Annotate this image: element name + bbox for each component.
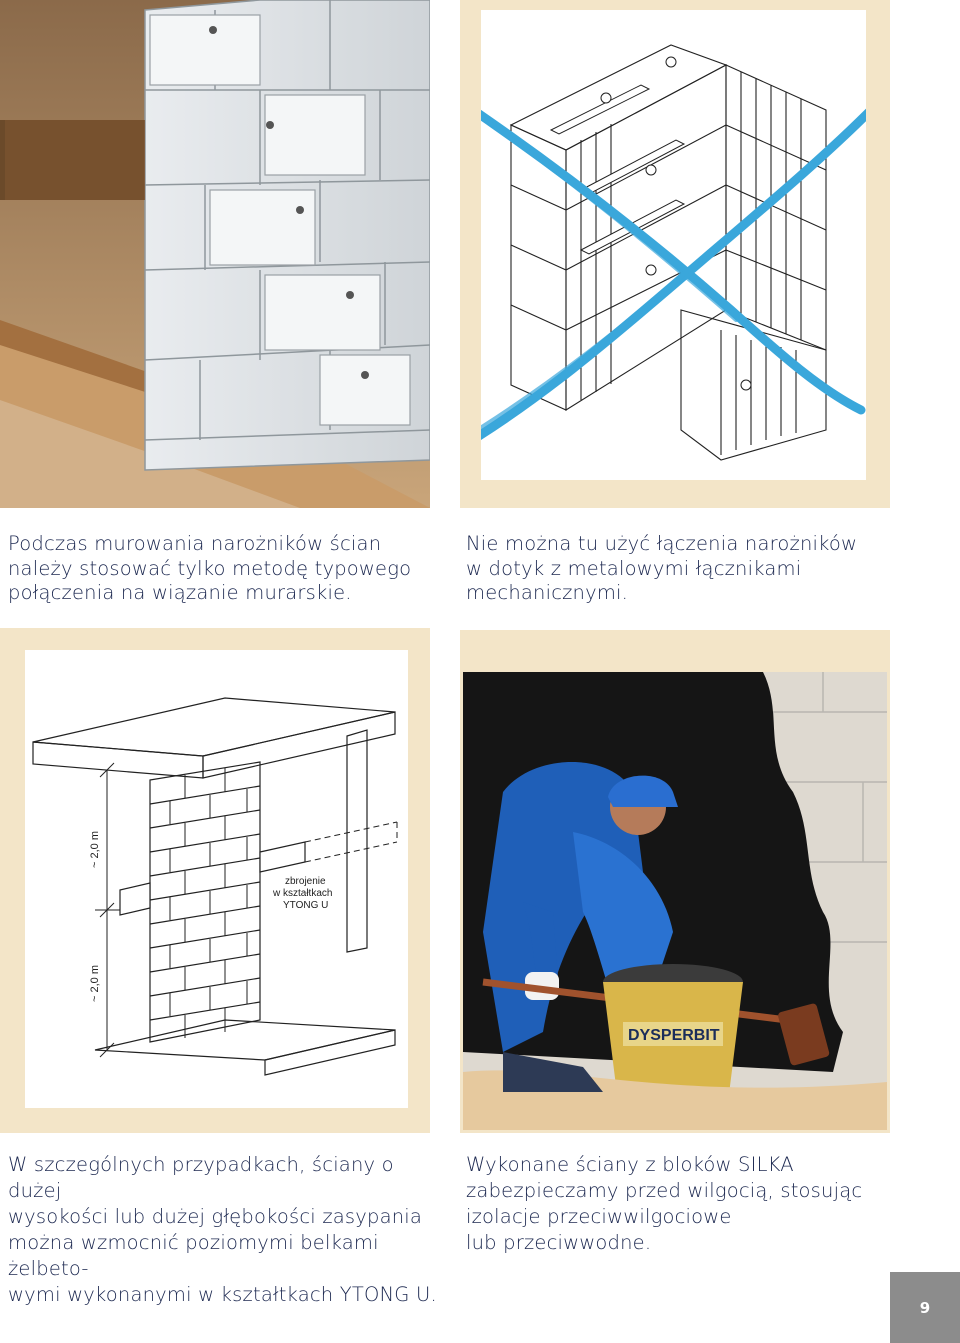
reinforcement-label-2: w kształtkach	[273, 888, 333, 899]
caption-bottom-left: W szczególnych przypadkach, ściany o dużej wysokości lub dużej głębokości zasypania można wzmocnić poziomymi belkami żelbeto- wymi wykonanymi w kształtkach YTONG U.	[8, 1153, 437, 1306]
reinforcement-label-1: zbrojenie	[285, 876, 326, 887]
bucket-brand-label: DYSPERBIT	[628, 1027, 720, 1044]
dimension-lower-label: ~ 2,0 m	[89, 965, 101, 1002]
dimension-upper-label: ~ 2,0 m	[89, 831, 101, 868]
caption-top-right: Nie można tu użyć łączenia narożników w dotyk z metalowymi łącznikami mechanicznymi.	[466, 532, 858, 604]
page-number: 9	[919, 1298, 931, 1317]
page-number-badge	[890, 1272, 960, 1343]
caption-bottom-right: Wykonane ściany z bloków SILKA zabezpieczamy przed wilgocią, stosując izolacje przeciwwilgociowe lub przeciwwodne.	[466, 1153, 863, 1254]
drawing-metal-connectors	[481, 10, 866, 480]
reinforcement-label-3: YTONG U	[283, 900, 329, 911]
photo-worker-waterproofing	[463, 672, 887, 1130]
caption-top-left: Podczas murowania narożników ścian należy stosować tylko metodę typowego połączenia na wiązanie murarskie.	[8, 532, 412, 604]
photo-wall-corner	[0, 0, 430, 508]
diagram-reinforced-wall	[25, 650, 408, 1108]
